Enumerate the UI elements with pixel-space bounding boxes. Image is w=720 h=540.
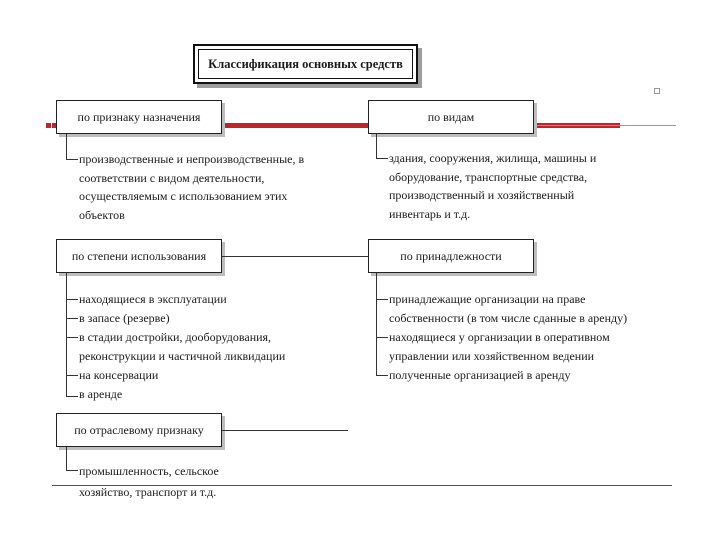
types-line: здания, сооружения, жилища, машины и [389, 151, 597, 165]
box-usage-label: по степени использования [71, 249, 207, 263]
tick-ownership-2 [376, 375, 388, 376]
connector-usage-ownership [222, 256, 368, 257]
industry-description [79, 461, 219, 503]
tick-usage-3 [66, 375, 78, 376]
purpose-line: осуществляемым с использованием этих [79, 189, 288, 203]
tick-usage-4 [66, 396, 78, 397]
industry-line: хозяйство, транспорт и т.д. [79, 485, 217, 499]
box-ownership-label: по принадлежности [400, 249, 502, 263]
connector-ownership-v [376, 273, 377, 376]
tick-usage-2 [66, 337, 78, 338]
connector-industry-h [66, 470, 78, 471]
purpose-description [79, 150, 304, 224]
usage-item: в запасе (резерве) [79, 311, 170, 325]
ownership-list [389, 290, 651, 385]
types-description [389, 149, 596, 223]
top-rule-right [530, 125, 676, 126]
ownership-item: принадлежащие организации на праве [389, 292, 586, 306]
tick-ownership-0 [376, 299, 388, 300]
connector-purpose-v [66, 134, 67, 160]
tick-ownership-1 [376, 337, 388, 338]
tick-usage-1 [66, 318, 78, 319]
types-line: производственный и хозяйственный [389, 188, 575, 202]
purpose-line: соответствии с видом деятельности, [79, 170, 265, 185]
purpose-line: объектов [79, 207, 125, 222]
box-types [368, 100, 534, 134]
ownership-item: полученные организацией в аренду [389, 368, 571, 382]
connector-types-v [376, 134, 377, 159]
box-usage [56, 239, 222, 273]
purpose-line: производственные и непроизводственные, в [79, 152, 305, 166]
usage-item: находящиеся в эксплуатации [79, 292, 227, 306]
red-square-right-top [654, 88, 660, 94]
usage-item: на консервации [79, 368, 159, 382]
connector-purpose-h [66, 159, 78, 160]
box-purpose [56, 100, 222, 134]
box-industry [56, 413, 222, 447]
usage-list [79, 290, 327, 404]
types-line: инвентарь и т.д. [389, 206, 471, 221]
connector-industry-h-top [222, 430, 348, 431]
ownership-item: находящиеся у организации в оперативном [389, 330, 610, 344]
red-square-left [46, 123, 51, 128]
box-ownership [368, 239, 534, 273]
connector-types-h [376, 158, 388, 159]
ownership-item: собственности (в том числе сданные в аренду) [389, 311, 628, 325]
usage-item: реконструкции и частичной ликвидации [79, 349, 286, 363]
connector-industry-v [66, 447, 67, 471]
industry-line: промышленность, сельское [79, 464, 219, 478]
ownership-item: управлении или хозяйственном ведении [389, 349, 595, 363]
usage-item: в стадии достройки, дооборудования, [79, 330, 272, 344]
types-line: оборудование, транспортные средства, [389, 169, 588, 184]
box-industry-label: по отраслевому признаку [74, 423, 204, 437]
box-purpose-label: по признаку назначения [77, 110, 201, 124]
box-types-label: по видам [427, 110, 475, 124]
tick-usage-0 [66, 299, 78, 300]
diagram-title-box [193, 44, 418, 84]
connector-usage-v [66, 273, 67, 397]
diagram-title: Классификация основных средств [208, 57, 403, 71]
usage-item: в аренде [79, 387, 123, 401]
